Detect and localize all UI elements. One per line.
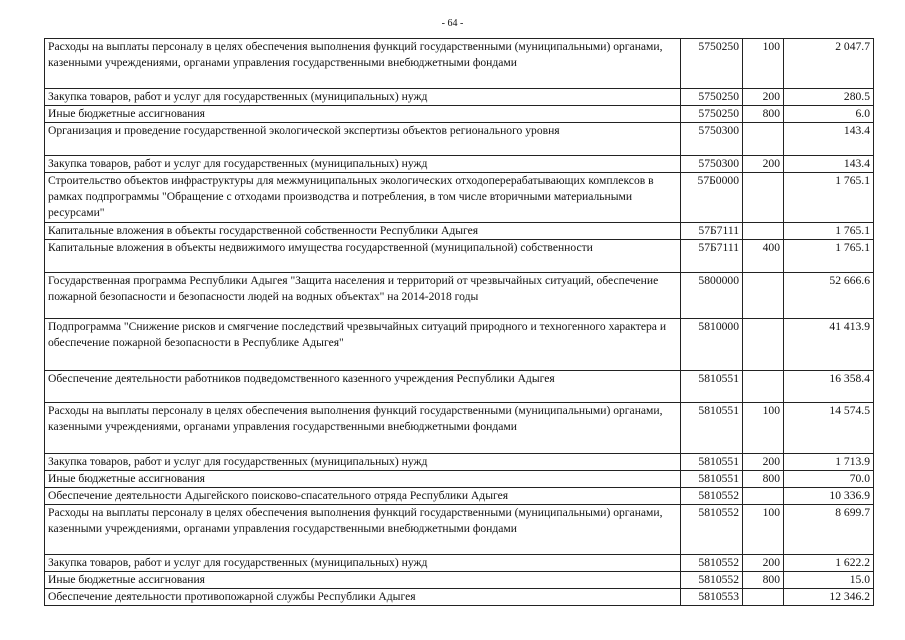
row-code: 5810551 bbox=[681, 471, 743, 488]
table-row bbox=[45, 89, 874, 106]
row-code: 5810551 bbox=[681, 403, 743, 454]
table-row bbox=[45, 555, 874, 572]
row-name: Строительство объектов инфраструктуры для межмуниципальных экологических отходоперерабатывающих комплексов в рамках подпрограммы "Обращение с отходами производства и потребления, в том числе вторичными материальными ресурсами" bbox=[45, 173, 681, 223]
table-row bbox=[45, 223, 874, 240]
row-expense-type bbox=[743, 123, 784, 156]
row-code: 5750300 bbox=[681, 156, 743, 173]
table-row bbox=[45, 589, 874, 606]
row-code: 57Б0000 bbox=[681, 173, 743, 223]
row-name: Расходы на выплаты персоналу в целях обеспечения выполнения функций государственными (муниципальными) органами, казенными учреждениями, органами управления государственными внебюджетными фондами bbox=[45, 403, 681, 454]
row-expense-type bbox=[743, 273, 784, 319]
row-expense-type: 800 bbox=[743, 572, 784, 589]
row-amount: 1 765.1 bbox=[784, 173, 874, 223]
row-amount: 1 765.1 bbox=[784, 223, 874, 240]
row-amount: 15.0 bbox=[784, 572, 874, 589]
row-amount: 143.4 bbox=[784, 156, 874, 173]
row-name: Обеспечение деятельности Адыгейского поисково-спасательного отряда Республики Адыгея bbox=[45, 488, 681, 505]
row-expense-type: 400 bbox=[743, 240, 784, 273]
row-code: 5810552 bbox=[681, 555, 743, 572]
row-amount: 16 358.4 bbox=[784, 371, 874, 403]
row-name: Закупка товаров, работ и услуг для государственных (муниципальных) нужд bbox=[45, 89, 681, 106]
row-amount: 70.0 bbox=[784, 471, 874, 488]
table-row bbox=[45, 471, 874, 488]
row-name: Расходы на выплаты персоналу в целях обеспечения выполнения функций государственными (муниципальными) органами, казенными учреждениями, органами управления государственными внебюджетными фондами bbox=[45, 505, 681, 555]
page-number: - 64 - bbox=[441, 18, 464, 29]
table-row bbox=[45, 106, 874, 123]
row-code: 5810553 bbox=[681, 589, 743, 606]
row-code: 5810552 bbox=[681, 572, 743, 589]
row-code: 5750250 bbox=[681, 39, 743, 89]
row-expense-type: 200 bbox=[743, 156, 784, 173]
row-expense-type: 800 bbox=[743, 106, 784, 123]
row-name: Иные бюджетные ассигнования bbox=[45, 471, 681, 488]
row-expense-type bbox=[743, 371, 784, 403]
row-name: Подпрограмма "Снижение рисков и смягчение последствий чрезвычайных ситуаций природного и техногенного характера и обеспечение пожарной безопасности в Республике Адыгея" bbox=[45, 319, 681, 371]
row-expense-type bbox=[743, 319, 784, 371]
row-code: 5810552 bbox=[681, 505, 743, 555]
row-name: Расходы на выплаты персоналу в целях обеспечения выполнения функций государственными (муниципальными) органами, казенными учреждениями, органами управления государственными внебюджетными фондами bbox=[45, 39, 681, 89]
row-expense-type: 800 bbox=[743, 471, 784, 488]
row-expense-type: 100 bbox=[743, 505, 784, 555]
row-amount: 12 346.2 bbox=[784, 589, 874, 606]
row-expense-type bbox=[743, 589, 784, 606]
budget-table-body bbox=[45, 39, 874, 606]
table-row bbox=[45, 572, 874, 589]
row-expense-type: 200 bbox=[743, 454, 784, 471]
row-code: 57Б7111 bbox=[681, 240, 743, 273]
row-amount: 280.5 bbox=[784, 89, 874, 106]
table-row bbox=[45, 319, 874, 371]
row-name: Организация и проведение государственной экологической экспертизы объектов регионального уровня bbox=[45, 123, 681, 156]
table-row bbox=[45, 454, 874, 471]
table-row bbox=[45, 488, 874, 505]
row-amount: 8 699.7 bbox=[784, 505, 874, 555]
row-expense-type: 100 bbox=[743, 39, 784, 89]
row-amount: 6.0 bbox=[784, 106, 874, 123]
row-expense-type bbox=[743, 223, 784, 240]
row-expense-type: 100 bbox=[743, 403, 784, 454]
table-row bbox=[45, 156, 874, 173]
row-amount: 1 622.2 bbox=[784, 555, 874, 572]
row-name: Закупка товаров, работ и услуг для государственных (муниципальных) нужд bbox=[45, 555, 681, 572]
row-name: Государственная программа Республики Адыгея "Защита населения и территорий от чрезвычайных ситуаций, обеспечение пожарной безопасности и безопасности людей на водных объектах" на 2014-2018 годы bbox=[45, 273, 681, 319]
row-expense-type: 200 bbox=[743, 89, 784, 106]
row-expense-type bbox=[743, 488, 784, 505]
row-amount: 52 666.6 bbox=[784, 273, 874, 319]
row-code: 5810551 bbox=[681, 454, 743, 471]
row-amount: 2 047.7 bbox=[784, 39, 874, 89]
table-row bbox=[45, 273, 874, 319]
row-amount: 14 574.5 bbox=[784, 403, 874, 454]
row-name: Иные бюджетные ассигнования bbox=[45, 106, 681, 123]
row-code: 5750250 bbox=[681, 106, 743, 123]
table-row bbox=[45, 371, 874, 403]
budget-table bbox=[44, 38, 874, 606]
table-row bbox=[45, 123, 874, 156]
table-row bbox=[45, 403, 874, 454]
row-code: 5810000 bbox=[681, 319, 743, 371]
row-code: 5800000 bbox=[681, 273, 743, 319]
row-expense-type bbox=[743, 173, 784, 223]
row-code: 5810551 bbox=[681, 371, 743, 403]
row-name: Закупка товаров, работ и услуг для государственных (муниципальных) нужд bbox=[45, 454, 681, 471]
row-name: Обеспечение деятельности работников подведомственного казенного учреждения Республики Адыгея bbox=[45, 371, 681, 403]
row-name: Капитальные вложения в объекты государственной собственности Республики Адыгея bbox=[45, 223, 681, 240]
row-code: 5810552 bbox=[681, 488, 743, 505]
row-code: 5750250 bbox=[681, 89, 743, 106]
table-row bbox=[45, 240, 874, 273]
row-amount: 143.4 bbox=[784, 123, 874, 156]
table-row bbox=[45, 505, 874, 555]
row-name: Капитальные вложения в объекты недвижимого имущества государственной (муниципальной) собственности bbox=[45, 240, 681, 273]
row-code: 5750300 bbox=[681, 123, 743, 156]
row-amount: 1 765.1 bbox=[784, 240, 874, 273]
row-expense-type: 200 bbox=[743, 555, 784, 572]
row-amount: 41 413.9 bbox=[784, 319, 874, 371]
table-row bbox=[45, 39, 874, 89]
row-amount: 1 713.9 bbox=[784, 454, 874, 471]
table-row bbox=[45, 173, 874, 223]
row-name: Обеспечение деятельности противопожарной службы Республики Адыгея bbox=[45, 589, 681, 606]
row-name: Закупка товаров, работ и услуг для государственных (муниципальных) нужд bbox=[45, 156, 681, 173]
row-name: Иные бюджетные ассигнования bbox=[45, 572, 681, 589]
row-amount: 10 336.9 bbox=[784, 488, 874, 505]
row-code: 57Б7111 bbox=[681, 223, 743, 240]
